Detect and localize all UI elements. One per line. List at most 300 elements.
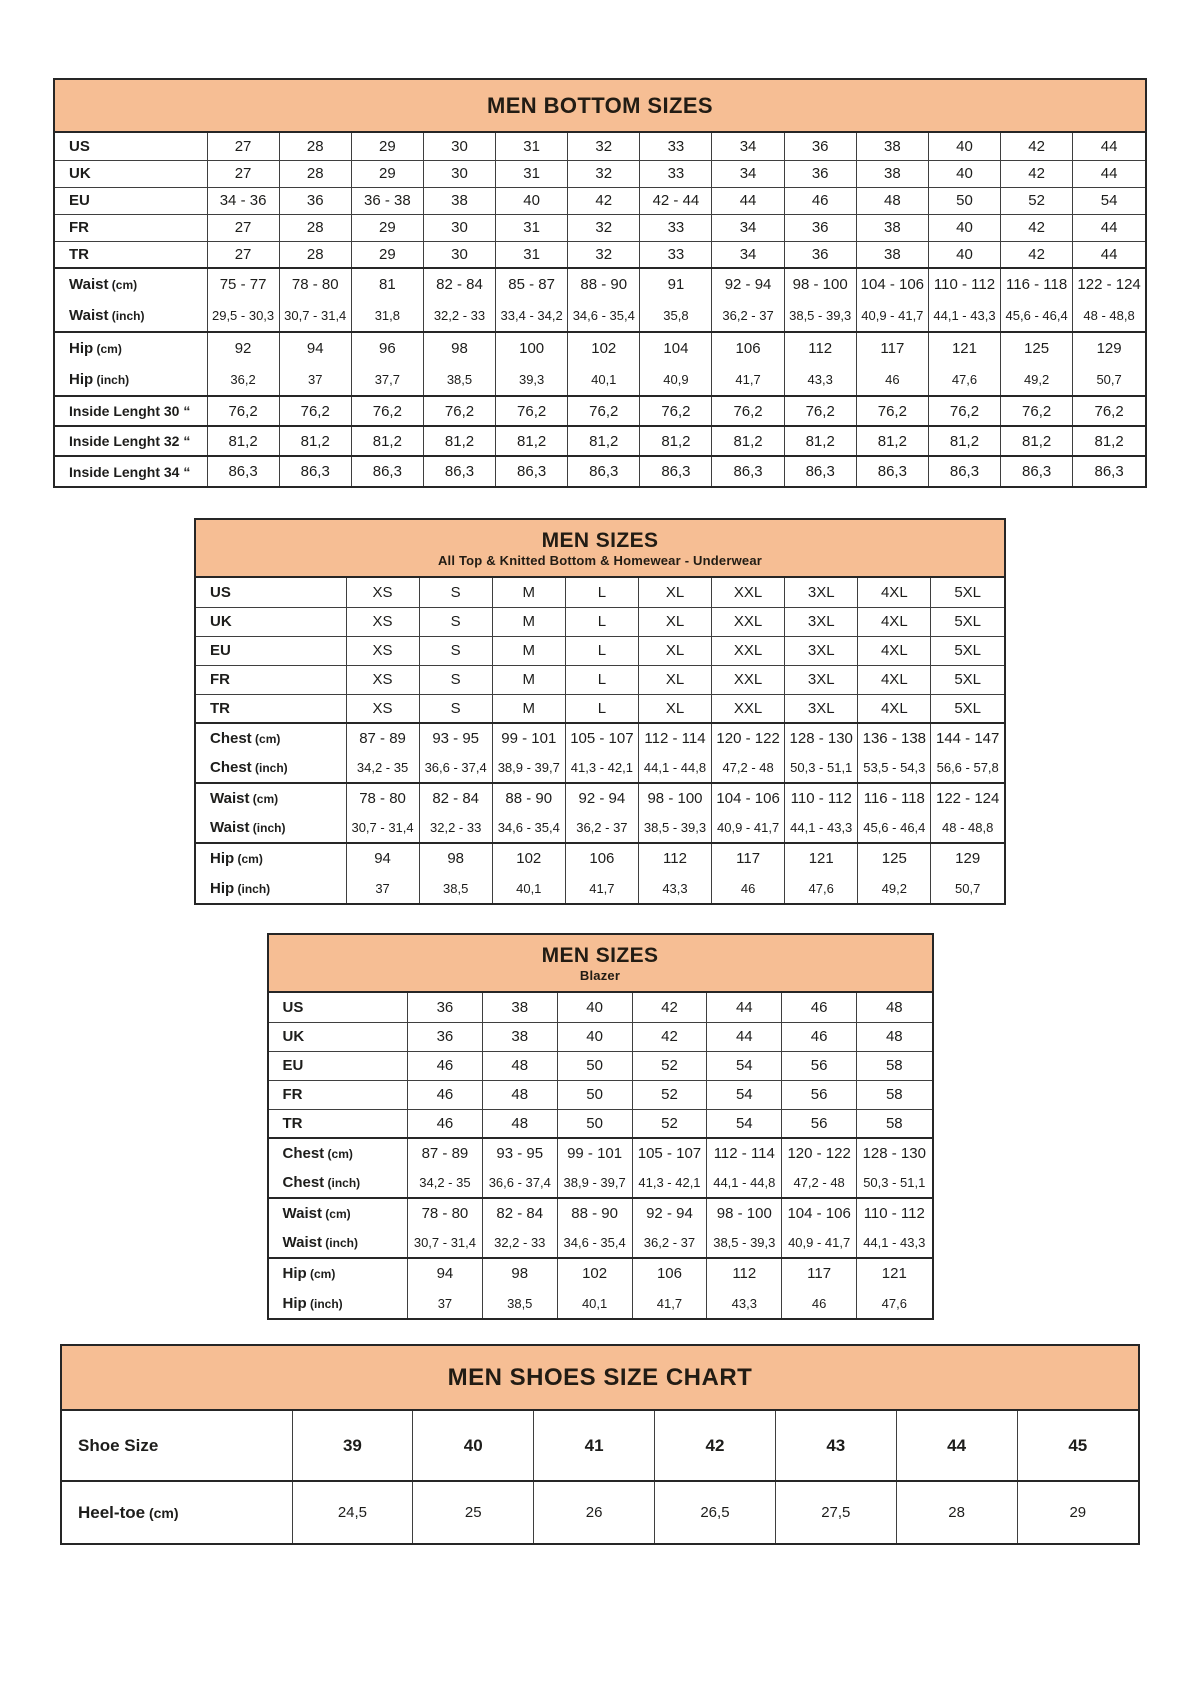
size-value-cell: 36 xyxy=(784,133,856,160)
size-value-cell: 49,2 xyxy=(858,873,931,903)
size-value-cell: 29 xyxy=(1017,1481,1138,1543)
size-value-cell: 4XL xyxy=(858,636,931,665)
size-value-cell: 3XL xyxy=(785,665,858,694)
row-label-text: Heel-toe xyxy=(78,1502,146,1522)
size-value-cell: 40 xyxy=(928,214,1000,241)
row-label xyxy=(196,578,346,607)
size-value-cell: 129 xyxy=(1073,332,1145,364)
size-value-cell: 56,6 - 57,8 xyxy=(931,753,1004,783)
size-value-cell: 81,2 xyxy=(423,426,495,456)
size-value-cell: 38,5 - 39,3 xyxy=(638,813,711,843)
size-value-cell: 86,3 xyxy=(496,456,568,486)
size-value-cell: 3XL xyxy=(785,607,858,636)
size-value-cell: 47,6 xyxy=(785,873,858,903)
size-value-cell: 128 - 130 xyxy=(857,1138,932,1168)
size-value-cell: 42 xyxy=(655,1411,776,1481)
size-value-cell: 39 xyxy=(292,1411,413,1481)
size-value-cell: 40,9 - 41,7 xyxy=(712,813,785,843)
size-value-cell: 52 xyxy=(632,1109,707,1138)
size-value-cell: 81,2 xyxy=(207,426,279,456)
size-value-cell: L xyxy=(565,607,638,636)
size-value-cell: 58 xyxy=(857,1051,932,1080)
size-value-cell: 81,2 xyxy=(928,426,1000,456)
size-value-cell: 92 - 94 xyxy=(632,1198,707,1228)
row-label-text: Inside Lenght 30 “ xyxy=(69,403,191,419)
table-row xyxy=(269,1168,932,1198)
size-value-cell: 3XL xyxy=(785,578,858,607)
row-label-text: US xyxy=(69,137,90,155)
size-value-cell: L xyxy=(565,694,638,723)
size-value-cell: 102 xyxy=(492,843,565,873)
size-value-cell: 47,6 xyxy=(928,364,1000,396)
size-value-cell: M xyxy=(492,578,565,607)
size-value-cell: L xyxy=(565,578,638,607)
size-value-cell: 112 - 114 xyxy=(638,723,711,753)
row-label xyxy=(269,1051,408,1080)
size-value-cell: 98 xyxy=(482,1258,557,1288)
table-title: MEN SIZES xyxy=(541,528,659,552)
size-value-cell: 120 - 122 xyxy=(782,1138,857,1168)
row-label xyxy=(55,241,207,268)
size-value-cell: 37,7 xyxy=(351,364,423,396)
size-value-cell: 104 xyxy=(640,332,712,364)
size-value-cell: 44,1 - 44,8 xyxy=(638,753,711,783)
size-value-cell: 27 xyxy=(207,214,279,241)
row-label-text: FR xyxy=(210,671,230,688)
size-value-cell: 42 xyxy=(632,1022,707,1051)
size-value-cell: 42 xyxy=(632,993,707,1022)
size-value-cell: 47,2 - 48 xyxy=(712,753,785,783)
size-value-cell: 36 xyxy=(279,187,351,214)
size-value-cell: XS xyxy=(346,636,419,665)
size-value-cell: 81 xyxy=(351,268,423,300)
size-value-cell: 34 - 36 xyxy=(207,187,279,214)
size-value-cell: 33 xyxy=(640,241,712,268)
size-value-cell: 40 xyxy=(928,160,1000,187)
row-label-text: Hip xyxy=(282,1265,307,1282)
table-title: MEN SHOES SIZE CHART xyxy=(447,1363,753,1391)
size-value-cell: 96 xyxy=(351,332,423,364)
row-label xyxy=(55,187,207,214)
size-value-cell: 36 xyxy=(784,241,856,268)
size-value-cell: 5XL xyxy=(931,694,1004,723)
row-label-text: EU xyxy=(282,1057,304,1074)
size-value-cell: 105 - 107 xyxy=(632,1138,707,1168)
size-value-cell: 34,6 - 35,4 xyxy=(568,300,640,332)
row-label xyxy=(55,456,207,486)
row-label xyxy=(55,332,207,364)
table-row xyxy=(55,133,1145,160)
size-value-cell: 36 - 38 xyxy=(351,187,423,214)
size-value-cell: M xyxy=(492,636,565,665)
size-value-cell: 52 xyxy=(1001,187,1073,214)
size-value-cell: 44 xyxy=(1073,214,1145,241)
table-row xyxy=(55,241,1145,268)
size-value-cell: 32 xyxy=(568,214,640,241)
size-value-cell: 45,6 - 46,4 xyxy=(1001,300,1073,332)
table-row xyxy=(62,1481,1138,1543)
row-label xyxy=(55,300,207,332)
row-label xyxy=(196,694,346,723)
size-value-cell: 104 - 106 xyxy=(712,783,785,813)
size-value-cell: 54 xyxy=(707,1109,782,1138)
size-value-cell: 38,9 - 39,7 xyxy=(557,1168,632,1198)
size-value-cell: 32 xyxy=(568,241,640,268)
size-value-cell: 36,2 - 37 xyxy=(565,813,638,843)
size-value-cell: 85 - 87 xyxy=(496,268,568,300)
row-label-unit: (inch) xyxy=(324,1176,361,1190)
row-label xyxy=(269,1198,408,1228)
size-value-cell: 125 xyxy=(858,843,931,873)
size-value-cell: 116 - 118 xyxy=(858,783,931,813)
row-label-unit: (inch) xyxy=(234,881,271,896)
table-row xyxy=(196,783,1004,813)
size-grid xyxy=(62,1411,1138,1543)
size-value-cell: 54 xyxy=(1073,187,1145,214)
row-label-text: Chest xyxy=(210,759,252,776)
page xyxy=(0,78,1200,1683)
size-value-cell: 50 xyxy=(557,1109,632,1138)
size-value-cell: 44 xyxy=(1073,241,1145,268)
table-row xyxy=(55,456,1145,486)
size-value-cell: 87 - 89 xyxy=(346,723,419,753)
size-value-cell: 38 xyxy=(423,187,495,214)
size-value-cell: 100 xyxy=(496,332,568,364)
size-value-cell: 86,3 xyxy=(856,456,928,486)
size-value-cell: 81,2 xyxy=(1073,426,1145,456)
size-value-cell: 34,6 - 35,4 xyxy=(492,813,565,843)
size-value-cell: 31,8 xyxy=(351,300,423,332)
size-value-cell: 33 xyxy=(640,214,712,241)
size-value-cell: 40,1 xyxy=(557,1288,632,1318)
size-value-cell: 34 xyxy=(712,214,784,241)
size-value-cell: M xyxy=(492,607,565,636)
size-value-cell: 91 xyxy=(640,268,712,300)
size-value-cell: 44,1 - 43,3 xyxy=(857,1228,932,1258)
size-value-cell: 86,3 xyxy=(640,456,712,486)
size-value-cell: 35,8 xyxy=(640,300,712,332)
size-value-cell: 46 xyxy=(782,1022,857,1051)
size-value-cell: 78 - 80 xyxy=(346,783,419,813)
size-value-cell: 82 - 84 xyxy=(482,1198,557,1228)
size-value-cell: 144 - 147 xyxy=(931,723,1004,753)
size-value-cell: 36 xyxy=(408,993,483,1022)
row-label-text: Chest xyxy=(282,1174,325,1191)
size-value-cell: 82 - 84 xyxy=(419,783,492,813)
size-value-cell: 39,3 xyxy=(496,364,568,396)
size-value-cell: 40,9 - 41,7 xyxy=(782,1228,857,1258)
men-sizes-blazer-table xyxy=(267,933,934,1320)
row-label-unit: (inch) xyxy=(93,373,130,387)
size-value-cell: S xyxy=(419,694,492,723)
row-label xyxy=(196,723,346,753)
row-label xyxy=(269,1138,408,1168)
size-value-cell: 41,7 xyxy=(632,1288,707,1318)
size-value-cell: XS xyxy=(346,665,419,694)
row-label-text: US xyxy=(282,998,304,1016)
row-label-unit: (cm) xyxy=(234,852,263,866)
size-value-cell: 40 xyxy=(413,1411,534,1481)
size-value-cell: 46 xyxy=(712,873,785,903)
row-label-text: US xyxy=(210,583,231,601)
size-value-cell: 81,2 xyxy=(279,426,351,456)
size-value-cell: 76,2 xyxy=(640,396,712,426)
size-value-cell: 41,3 - 42,1 xyxy=(565,753,638,783)
size-value-cell: 122 - 124 xyxy=(1073,268,1145,300)
size-value-cell: 53,5 - 54,3 xyxy=(858,753,931,783)
size-value-cell: 24,5 xyxy=(292,1481,413,1543)
size-value-cell: 121 xyxy=(785,843,858,873)
size-value-cell: 42 xyxy=(1001,133,1073,160)
size-value-cell: 30 xyxy=(423,160,495,187)
size-value-cell: 99 - 101 xyxy=(492,723,565,753)
row-label-unit: (inch) xyxy=(321,1236,358,1250)
table-title: MEN BOTTOM SIZES xyxy=(486,92,713,118)
size-value-cell: 50 xyxy=(557,1051,632,1080)
table-row xyxy=(55,160,1145,187)
size-value-cell: 43,3 xyxy=(707,1288,782,1318)
size-value-cell: 98 - 100 xyxy=(707,1198,782,1228)
size-value-cell: L xyxy=(565,636,638,665)
row-label-text: TR xyxy=(69,245,89,263)
size-value-cell: 33 xyxy=(640,160,712,187)
size-value-cell: 50,3 - 51,1 xyxy=(785,753,858,783)
size-value-cell: 42 xyxy=(1001,160,1073,187)
size-value-cell: 58 xyxy=(857,1109,932,1138)
men-sizes-tops-table xyxy=(194,518,1006,905)
size-value-cell: 86,3 xyxy=(568,456,640,486)
size-value-cell: 44 xyxy=(707,1022,782,1051)
table-row xyxy=(196,753,1004,783)
row-label xyxy=(62,1481,292,1543)
size-value-cell: 94 xyxy=(279,332,351,364)
size-value-cell: 41,3 - 42,1 xyxy=(632,1168,707,1198)
size-value-cell: 50 xyxy=(928,187,1000,214)
size-value-cell: 50,7 xyxy=(1073,364,1145,396)
size-value-cell: 106 xyxy=(712,332,784,364)
size-value-cell: 41,7 xyxy=(565,873,638,903)
size-value-cell: 104 - 106 xyxy=(782,1198,857,1228)
row-label-text: Waist xyxy=(69,307,109,324)
size-value-cell: 43,3 xyxy=(638,873,711,903)
size-value-cell: 29 xyxy=(351,160,423,187)
size-value-cell: 46 xyxy=(856,364,928,396)
size-value-cell: 86,3 xyxy=(712,456,784,486)
size-value-cell: XS xyxy=(346,694,419,723)
size-value-cell: XL xyxy=(638,607,711,636)
size-value-cell: 31 xyxy=(496,214,568,241)
size-value-cell: 42 xyxy=(568,187,640,214)
size-value-cell: M xyxy=(492,694,565,723)
size-value-cell: 32,2 - 33 xyxy=(419,813,492,843)
table-row xyxy=(196,694,1004,723)
size-value-cell: XL xyxy=(638,665,711,694)
row-label xyxy=(196,607,346,636)
size-value-cell: 34,2 - 35 xyxy=(346,753,419,783)
row-label-unit: (cm) xyxy=(145,1504,179,1521)
row-label xyxy=(269,1288,408,1318)
table-row xyxy=(269,993,932,1022)
table-row xyxy=(196,813,1004,843)
table-row xyxy=(269,1138,932,1168)
size-value-cell: 102 xyxy=(557,1258,632,1288)
table-row xyxy=(196,607,1004,636)
size-value-cell: 34,2 - 35 xyxy=(408,1168,483,1198)
size-grid xyxy=(55,133,1145,486)
size-value-cell: 52 xyxy=(632,1080,707,1109)
size-value-cell: 40,9 xyxy=(640,364,712,396)
size-value-cell: 86,3 xyxy=(928,456,1000,486)
row-label xyxy=(55,160,207,187)
size-value-cell: 50 xyxy=(557,1080,632,1109)
size-value-cell: 3XL xyxy=(785,636,858,665)
size-value-cell: 98 xyxy=(419,843,492,873)
size-value-cell: 30 xyxy=(423,241,495,268)
row-label-unit: (cm) xyxy=(249,792,279,806)
size-value-cell: 46 xyxy=(782,1288,857,1318)
size-value-cell: 54 xyxy=(707,1080,782,1109)
row-label-unit: (inch) xyxy=(108,309,145,323)
size-value-cell: 48 xyxy=(482,1109,557,1138)
row-label-text: TR xyxy=(210,699,230,717)
size-value-cell: 29 xyxy=(351,241,423,268)
size-value-cell: XXL xyxy=(712,694,785,723)
size-value-cell: 29 xyxy=(351,214,423,241)
size-value-cell: XS xyxy=(346,607,419,636)
row-label xyxy=(55,214,207,241)
size-value-cell: 76,2 xyxy=(1001,396,1073,426)
row-label xyxy=(196,873,346,903)
size-value-cell: 112 xyxy=(638,843,711,873)
size-value-cell: 36,2 - 37 xyxy=(712,300,784,332)
size-value-cell: 88 - 90 xyxy=(492,783,565,813)
row-label-text: TR xyxy=(282,1114,303,1132)
size-value-cell: 34,6 - 35,4 xyxy=(557,1228,632,1258)
size-value-cell: 27 xyxy=(207,160,279,187)
size-value-cell: 4XL xyxy=(858,578,931,607)
size-value-cell: 38 xyxy=(856,214,928,241)
size-value-cell: XL xyxy=(638,636,711,665)
size-value-cell: 27 xyxy=(207,241,279,268)
size-value-cell: 30,7 - 31,4 xyxy=(279,300,351,332)
size-value-cell: 76,2 xyxy=(784,396,856,426)
size-value-cell: 50,3 - 51,1 xyxy=(857,1168,932,1198)
size-value-cell: 5XL xyxy=(931,578,1004,607)
size-value-cell: 82 - 84 xyxy=(423,268,495,300)
size-value-cell: 117 xyxy=(712,843,785,873)
size-value-cell: 44 xyxy=(896,1411,1017,1481)
size-value-cell: 30,7 - 31,4 xyxy=(346,813,419,843)
row-label-text: Waist xyxy=(69,276,109,293)
size-value-cell: 102 xyxy=(568,332,640,364)
size-value-cell: 92 - 94 xyxy=(712,268,784,300)
row-label-text: EU xyxy=(69,192,90,209)
table-row xyxy=(269,1022,932,1051)
size-value-cell: 4XL xyxy=(858,694,931,723)
row-label-text: Chest xyxy=(210,730,252,747)
table-row xyxy=(55,268,1145,300)
size-value-cell: 41,7 xyxy=(712,364,784,396)
size-value-cell: 27,5 xyxy=(775,1481,896,1543)
size-value-cell: 86,3 xyxy=(207,456,279,486)
row-label-text: UK xyxy=(69,165,91,182)
size-value-cell: 36,6 - 37,4 xyxy=(482,1168,557,1198)
size-value-cell: 81,2 xyxy=(712,426,784,456)
row-label-unit: (inch) xyxy=(249,821,286,835)
size-value-cell: 121 xyxy=(857,1258,932,1288)
size-value-cell: 38,5 - 39,3 xyxy=(707,1228,782,1258)
size-value-cell: 27 xyxy=(207,133,279,160)
size-value-cell: 88 - 90 xyxy=(568,268,640,300)
size-value-cell: 31 xyxy=(496,133,568,160)
row-label xyxy=(196,665,346,694)
size-value-cell: 76,2 xyxy=(496,396,568,426)
size-value-cell: 40 xyxy=(928,133,1000,160)
table-header xyxy=(269,935,932,993)
row-label-text: FR xyxy=(282,1086,303,1103)
size-value-cell: 46 xyxy=(408,1051,483,1080)
size-value-cell: 125 xyxy=(1001,332,1073,364)
size-value-cell: XXL xyxy=(712,578,785,607)
row-label-text: Hip xyxy=(69,371,94,388)
size-value-cell: 48 - 48,8 xyxy=(931,813,1004,843)
size-value-cell: 36 xyxy=(784,214,856,241)
table-row xyxy=(269,1228,932,1258)
table-row xyxy=(55,364,1145,396)
size-value-cell: 32 xyxy=(568,133,640,160)
size-value-cell: 44,1 - 43,3 xyxy=(928,300,1000,332)
row-label xyxy=(269,1228,408,1258)
table-row xyxy=(269,1051,932,1080)
row-label-text: EU xyxy=(210,642,231,659)
size-value-cell: 75 - 77 xyxy=(207,268,279,300)
size-value-cell: 48 - 48,8 xyxy=(1073,300,1145,332)
table-header xyxy=(55,80,1145,133)
size-value-cell: 106 xyxy=(632,1258,707,1288)
row-label xyxy=(196,843,346,873)
size-value-cell: XL xyxy=(638,694,711,723)
row-label-text: Hip xyxy=(210,879,235,897)
size-value-cell: 76,2 xyxy=(1073,396,1145,426)
row-label xyxy=(269,1168,408,1198)
size-value-cell: 93 - 95 xyxy=(419,723,492,753)
size-value-cell: 86,3 xyxy=(784,456,856,486)
table-subtitle: Blazer xyxy=(579,967,621,983)
size-value-cell: 32 xyxy=(568,160,640,187)
size-value-cell: 88 - 90 xyxy=(557,1198,632,1228)
size-value-cell: 38 xyxy=(482,1022,557,1051)
size-value-cell: 28 xyxy=(279,241,351,268)
size-value-cell: 44,1 - 44,8 xyxy=(707,1168,782,1198)
size-value-cell: 48 xyxy=(857,993,932,1022)
size-value-cell: 38,9 - 39,7 xyxy=(492,753,565,783)
row-label xyxy=(269,993,408,1022)
size-value-cell: 81,2 xyxy=(784,426,856,456)
row-label-text: Hip xyxy=(210,850,235,867)
table-subtitle: All Top & Knitted Bottom & Homewear - Underwear xyxy=(437,552,763,568)
size-value-cell: 86,3 xyxy=(279,456,351,486)
size-value-cell: XL xyxy=(638,578,711,607)
row-label xyxy=(196,813,346,843)
size-value-cell: 76,2 xyxy=(423,396,495,426)
row-label-text: UK xyxy=(282,1028,305,1045)
table-row xyxy=(55,332,1145,364)
row-label-unit: (cm) xyxy=(251,732,281,746)
size-value-cell: 40 xyxy=(557,993,632,1022)
row-label-unit: (cm) xyxy=(108,278,138,292)
row-label xyxy=(55,133,207,160)
size-value-cell: 128 - 130 xyxy=(785,723,858,753)
